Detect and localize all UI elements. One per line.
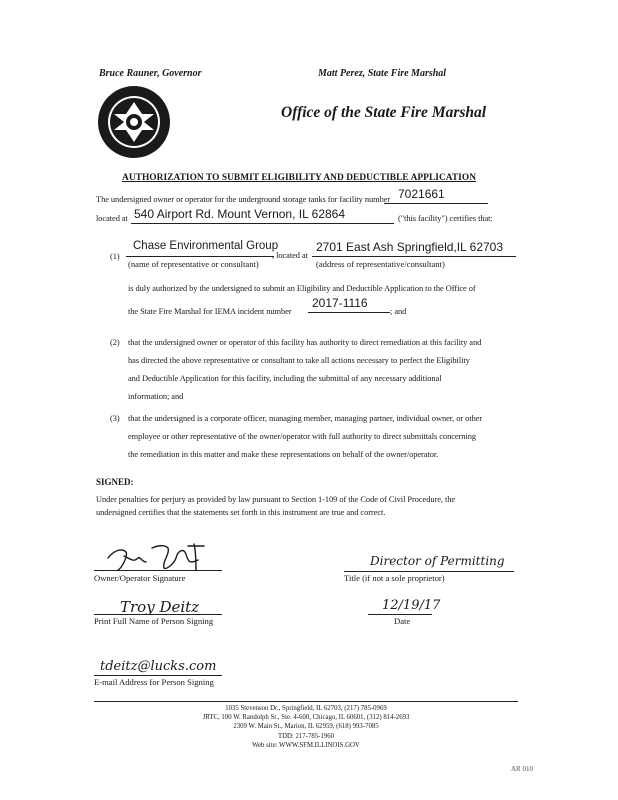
- item-2-line: that the undersigned owner or operator of this facility has authority to direct remediation at this facility and: [128, 338, 482, 347]
- footer-divider: [94, 701, 518, 702]
- representative-address-line: [312, 256, 516, 257]
- print-name-line: [94, 614, 222, 615]
- footer-line: TDD: 217-785-1960: [277, 732, 335, 740]
- facility-address-value: 540 Airport Rd. Mount Vernon, IL 62864: [134, 207, 346, 221]
- penalty-line: undersigned certifies that the statements set forth in this instrument are true and correct.: [96, 508, 386, 517]
- signed-heading: SIGNED:: [96, 477, 134, 487]
- representative-name-value: Chase Environmental Group: [133, 240, 279, 252]
- item-1-line-2: is duly authorized by the undersigned to submit an Eligibility and Deductible Application to the Office of: [128, 284, 476, 293]
- owner-signature-label: Owner/Operator Signature: [94, 573, 186, 583]
- item-2-line: and Deductible Application for this facility, including the submittal of any necessary additional: [128, 374, 442, 383]
- owner-signature-line: [94, 570, 222, 571]
- form-title: AUTHORIZATION TO SUBMIT ELIGIBILITY AND DEDUCTIBLE APPLICATION: [122, 173, 477, 183]
- governor-name: Bruce Rauner, Governor: [99, 68, 202, 79]
- item-2-line: has directed the above representative or consultant to take all actions necessary to perfect the Eligibility: [128, 356, 470, 365]
- representative-name-caption: (name of representative or consultant): [128, 259, 259, 269]
- incident-number-line: [308, 312, 390, 313]
- certifies-text: ("this facility") certifies that:: [398, 214, 493, 223]
- facility-number-value: 7021661: [398, 187, 445, 201]
- fire-marshal-name: Matt Perez, State Fire Marshal: [318, 68, 447, 79]
- located-at-label-2: , located at: [272, 251, 308, 260]
- print-name-value: Troy Deitz: [120, 598, 200, 616]
- signer-title-line: [344, 571, 514, 572]
- date-value: 12/19/17: [382, 598, 441, 613]
- email-value: tdeitz@lucks.com: [100, 659, 217, 674]
- item-3-line: the remediation in this matter and make these representations on behalf of the owner/operator.: [128, 450, 439, 459]
- penalty-line: Under penalties for perjury as provided by law pursuant to Section 1-109 of the Code of Civil Procedure, the: [96, 495, 456, 504]
- intro-text: The undersigned owner or operator for the underground storage tanks for facility number: [96, 195, 391, 204]
- footer-line: Web site: WWW.SFM.ILLINOIS.GOV: [252, 741, 360, 749]
- footer-line: JRTC, 100 W. Randolph St., Ste. 4-600, Chicago, IL 60601, (312) 814-2693: [202, 714, 410, 722]
- item-2-number: (2): [110, 338, 120, 347]
- signer-title-value: Director of Permitting: [370, 554, 505, 568]
- item-1-and: ; and: [390, 307, 407, 316]
- located-at-label: located at: [96, 214, 128, 223]
- state-fire-marshal-seal: [96, 84, 172, 160]
- page-mark: AR 010: [511, 765, 533, 773]
- date-label: Date: [394, 616, 411, 626]
- date-line: [368, 614, 432, 615]
- footer-line: 1035 Stevenson Dr., Springfield, IL 62703, (217) 785-0969: [225, 705, 387, 712]
- representative-address-caption: (address of representative/consultant): [316, 259, 445, 269]
- item-3-line: that the undersigned is a corporate officer, managing member, managing partner, individual owner, or other: [128, 414, 483, 423]
- item-3-number: (3): [110, 414, 120, 423]
- footer-contact: [94, 704, 518, 750]
- item-2-line: information; and: [128, 392, 184, 401]
- item-3-line: employee or other representative of the owner/operator with full authority to direct submittals concerning: [128, 432, 476, 441]
- representative-address-value: 2701 East Ash Springfield,IL 62703: [316, 240, 504, 254]
- facility-address-line: [131, 223, 394, 224]
- facility-number-line: [384, 203, 488, 204]
- email-line: [94, 675, 222, 676]
- representative-name-line: [126, 256, 274, 257]
- print-name-label: Print Full Name of Person Signing: [94, 616, 214, 626]
- email-label: E-mail Address for Person Signing: [94, 677, 214, 687]
- item-1-line-3: the State Fire Marshal for IEMA incident number: [128, 307, 292, 316]
- footer-line: 2309 W. Main St., Marion, IL 62959, (618) 993-7085: [233, 723, 379, 731]
- office-title: Office of the State Fire Marshal: [281, 104, 487, 121]
- item-1-number: (1): [110, 252, 120, 261]
- incident-number-value: 2017-1116: [312, 296, 368, 310]
- owner-signature: [104, 540, 214, 574]
- signer-title-label: Title (if not a sole proprietor): [344, 573, 445, 583]
